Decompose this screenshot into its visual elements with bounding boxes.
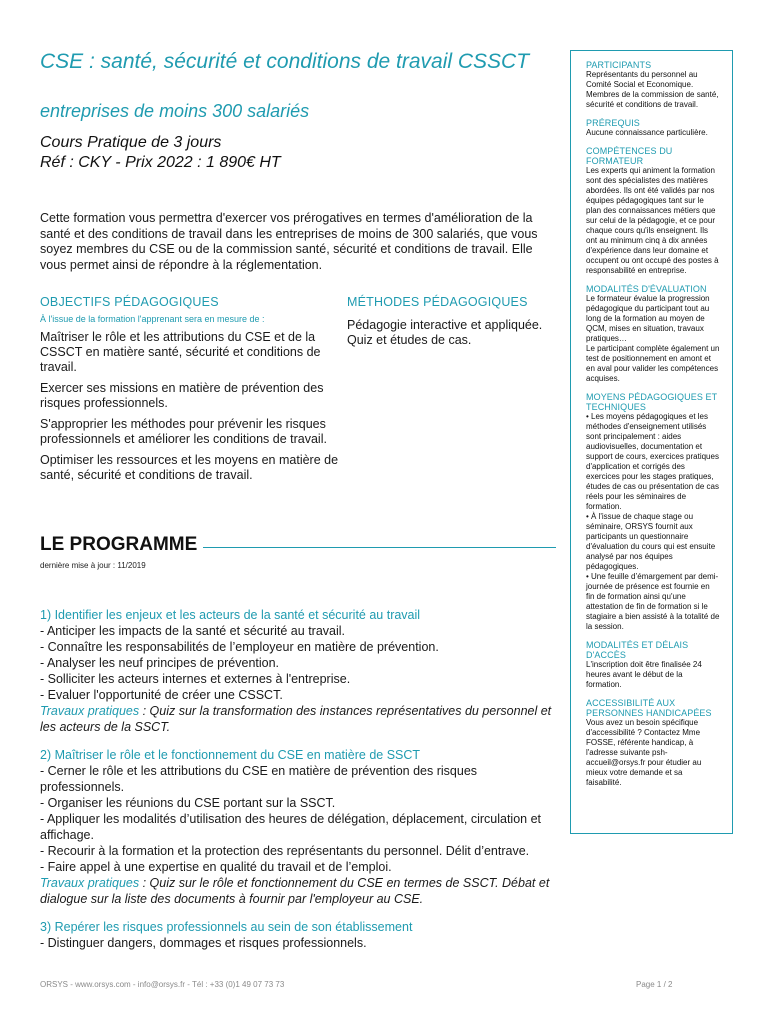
sidebar-text-trainer-skills: Les experts qui animent la formation sont des spécialistes des matières abordées. Ils ont été validés par nos équipes pédagogiques tant sur le plan des connaissances métiers que sur celui de la pédagogie, et ce pour chaque cours qu'ils enseignent. Ils ont au minimum cinq à dix années d'expérience dans leur domaine et occupent ou ont occupé des postes à responsabilité en entreprise.	[586, 166, 719, 275]
course-type: Cours Pratique de 3 jours	[40, 134, 222, 151]
programme-title: LE PROGRAMME	[40, 534, 198, 555]
sidebar-heading-accessibility: ACCESSIBILITÉ AUX PERSONNES HANDICAPÉES	[586, 698, 712, 718]
programme-divider	[203, 547, 556, 548]
practical-work-text: : Quiz sur le rôle et fonctionnement du CSE en termes de SSCT. Débat et dialogue sur la liste des documents à fournir par l'employeur au CSE.	[40, 876, 550, 906]
module-title: 3) Repérer les risques professionnels au sein de son établissement	[40, 920, 413, 934]
intro-paragraph: Cette formation vous permettra d'exercer vos prérogatives en termes d'amélioration de la santé et des conditions de travail dans les entreprises de moins de 300 salariés, que vous soyez membres du CSE ou de la commission santé, sécurité et conditions de travail. Elle vous permet ainsi de répondre à la réglementation.	[40, 211, 538, 272]
footer-page-number: Page 1 / 2	[636, 980, 673, 989]
sidebar-text-resources: • Les moyens pédagogiques et les méthodes d'enseignement utilisés sont principalement : aides audiovisuelles, documentation et support de cours, exercices pratiques d'application et corrigés des exercices pour les stages pratiques, études de cas ou présentation de cas réels pour les séminaires de formation. • À l'issue de chaque stage ou séminaire, ORSYS fournit aux participants un questionnaire d'évaluation du cours qui est ensuite analysé par nos équipes pédagogiques. • Une feuille d’émargement par demi-journée de présence est fournie en fin de formation ainsi qu'une attestation de fin de formation si le stagiaire a bien assisté à la totalité de la session.	[586, 412, 720, 631]
sidebar-text-participants: Représentants du personnel au Comité Social et Economique. Membres de la commission de santé, sécurité et conditions de travail.	[586, 70, 719, 109]
programme-content	[40, 607, 560, 963]
module-line: - Solliciter les acteurs internes et externes à l'entreprise.	[40, 672, 351, 686]
objective-item: Optimiser les ressources et les moyens en matière de santé, sécurité et conditions de travail.	[40, 453, 339, 482]
module-title: 1) Identifier les enjeux et les acteurs de la santé et sécurité au travail	[40, 608, 421, 622]
module-line: - Organiser les réunions du CSE portant sur la SSCT.	[40, 796, 336, 810]
module-line: - Distinguer dangers, dommages et risques professionnels.	[40, 936, 367, 950]
practical-work-text: : Quiz sur la transformation des instances représentatives du personnel et les acteurs de la SSCT.	[40, 704, 552, 734]
sidebar-text-prerequisites: Aucune connaissance particulière.	[586, 128, 708, 137]
sidebar-text-accessibility: Vous avez un besoin spécifique d'accessibilité ? Contactez Mme FOSSE, référente handicap, à l'adresse suivante psh-accueil@orsys.fr pour étudier au mieux votre demande et sa faisabilité.	[586, 718, 702, 787]
programme-last-update: dernière mise à jour : 11/2019	[40, 561, 146, 570]
module-line: - Cerner le rôle et les attributions du CSE en matière de prévention des risques professionnels.	[40, 764, 478, 794]
objectives-note: À l'issue de la formation l'apprenant sera en mesure de :	[40, 314, 265, 324]
objectives-section	[40, 295, 340, 483]
methods-section	[347, 295, 562, 348]
sidebar-heading-access: MODALITÉS ET DÉLAIS D'ACCÈS	[586, 640, 689, 660]
methods-heading: MÉTHODES PÉDAGOGIQUES	[347, 295, 528, 309]
practical-work	[40, 703, 560, 735]
objectives-heading: OBJECTIFS PÉDAGOGIQUES	[40, 295, 219, 309]
module-title: 2) Maîtriser le rôle et le fonctionnement du CSE en matière de SSCT	[40, 748, 421, 762]
practical-work	[40, 875, 560, 907]
programme-module	[40, 919, 560, 951]
sidebar-heading-participants: PARTICIPANTS	[586, 60, 652, 70]
objective-item: Exercer ses missions en matière de prévention des risques professionnels.	[40, 381, 324, 410]
info-sidebar	[570, 50, 733, 834]
programme-module	[40, 607, 560, 735]
course-subtitle: entreprises de moins 300 salariés	[40, 101, 310, 121]
module-line: - Evaluer l'opportunité de créer une CSSCT.	[40, 688, 283, 702]
sidebar-heading-evaluation: MODALITÉS D'ÉVALUATION	[586, 284, 707, 294]
sidebar-heading-resources: MOYENS PÉDAGOGIQUES ET TECHNIQUES	[586, 392, 718, 412]
footer-contact: ORSYS - www.orsys.com - info@orsys.fr - Tél : +33 (0)1 49 07 73 73	[40, 980, 285, 989]
module-line: - Anticiper les impacts de la santé et sécurité au travail.	[40, 624, 346, 638]
sidebar-text-evaluation: Le formateur évalue la progression pédagogique du participant tout au long de la formation au moyen de QCM, mises en situation, travaux pratiques… Le participant complète également un test de positionnement en amont et en aval pour valider les compétences acquises.	[586, 294, 720, 383]
practical-work-label: Travaux pratiques	[40, 704, 140, 718]
module-line: - Analyser les neuf principes de prévention.	[40, 656, 280, 670]
module-line: - Faire appel à une expertise en qualité du travail et de l’emploi.	[40, 860, 392, 874]
objective-item: S'approprier les méthodes pour prévenir les risques professionnels et améliorer les conditions de travail.	[40, 417, 327, 446]
module-line: - Recourir à la formation et la protection des représentants du personnel. Délit d’entrave.	[40, 844, 530, 858]
objective-item: Maîtriser le rôle et les attributions du CSE et de la CSSCT en matière santé, sécurité et conditions de travail.	[40, 330, 321, 374]
course-title: CSE : santé, sécurité et conditions de travail CSSCT	[40, 50, 530, 73]
practical-work-label: Travaux pratiques	[40, 876, 140, 890]
module-line: - Connaître les responsabilités de l’employeur en matière de prévention.	[40, 640, 439, 654]
sidebar-text-access: L'inscription doit être finalisée 24 heures avant le début de la formation.	[586, 660, 702, 689]
methods-text: Pédagogie interactive et appliquée. Quiz et études de cas.	[347, 318, 543, 347]
course-reference-price: Réf : CKY - Prix 2022 : 1 890€ HT	[40, 154, 281, 171]
programme-module	[40, 747, 560, 907]
module-line: - Appliquer les modalités d’utilisation des heures de délégation, déplacement, circulation et affichage.	[40, 812, 541, 842]
programme-header	[40, 534, 556, 556]
sidebar-heading-trainer-skills: COMPÉTENCES DU FORMATEUR	[586, 146, 673, 166]
sidebar-heading-prerequisites: PRÉREQUIS	[586, 118, 640, 128]
